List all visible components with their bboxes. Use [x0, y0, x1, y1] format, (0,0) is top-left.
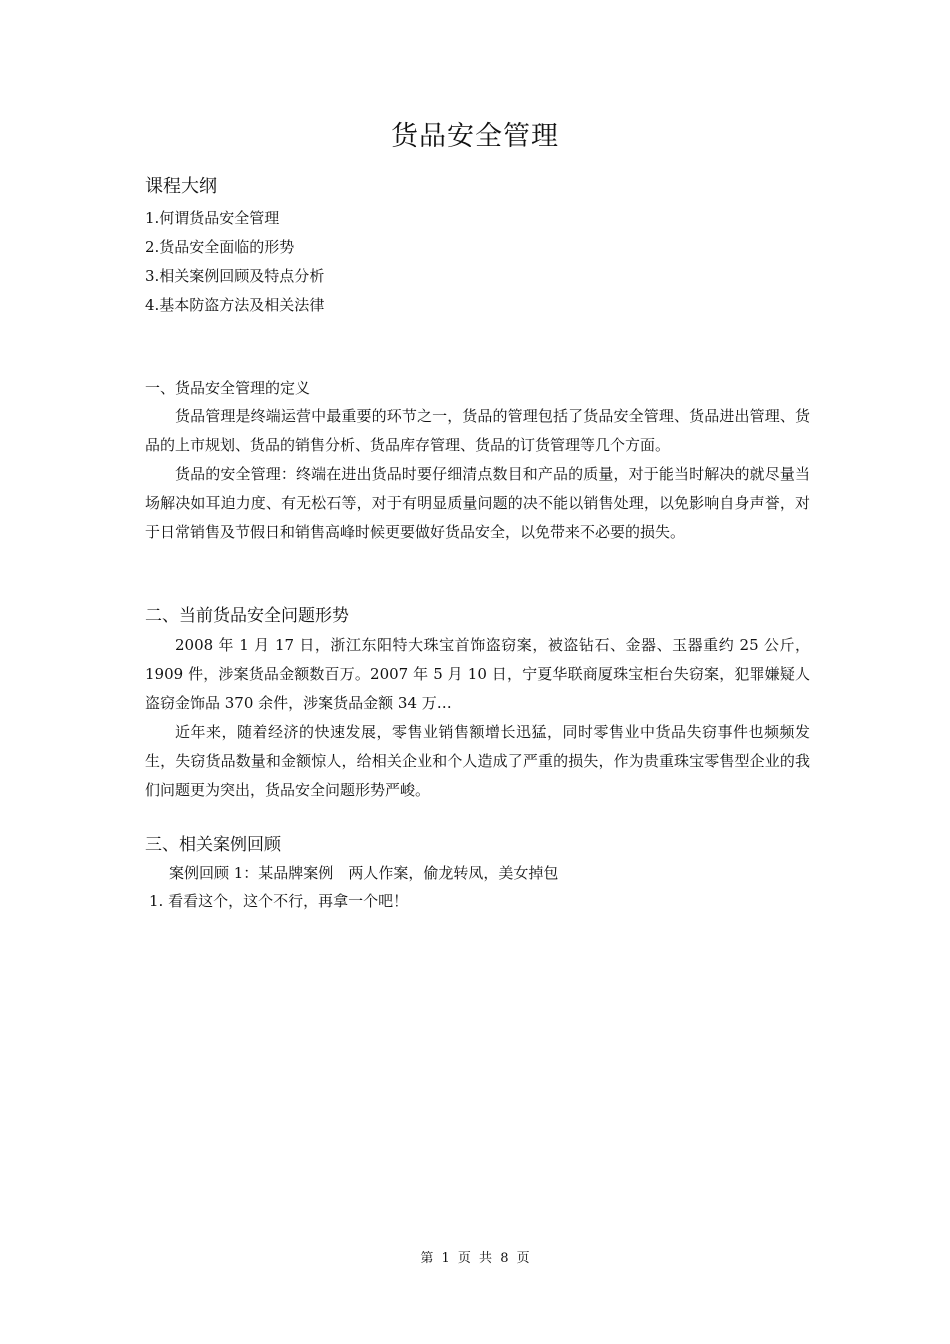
section1-heading: 一、货品安全管理的定义: [145, 379, 311, 397]
section-cases: [145, 830, 810, 915]
section-situation: [145, 601, 810, 805]
section-definition: [145, 374, 810, 547]
outline-heading: 课程大纲: [145, 176, 217, 197]
outline-item: 4.基本防盗方法及相关法律: [145, 296, 325, 314]
section2-paragraph: 2008 年 1 月 17 日，浙江东阳特大珠宝首饰盗窃案，被盗钻石、金器、玉器重约 25 公斤，1909 件，涉案货品金额数百万。2007 年 5 月 10 日，宁夏华联商厦珠宝柜台失窃案，犯罪嫌疑人盗窃金饰品 370 余件，涉案货品金额 34 万…: [145, 636, 810, 712]
section3-heading: 三、相关案例回顾: [145, 835, 281, 855]
document-title: 货品安全管理: [391, 121, 559, 152]
section2-paragraph: 近年来，随着经济的快速发展，零售业销售额增长迅猛，同时零售业中货品失窃事件也频频发生，失窃货品数量和金额惊人，给相关企业和个人造成了严重的损失，作为贵重珠宝零售型企业的我们问题更为突出，货品安全问题形势严峻。: [145, 723, 810, 799]
case-dialog-line: 1. 看看这个，这个不行，再拿一个吧！: [149, 892, 409, 910]
outline-item: 2.货品安全面临的形势: [145, 238, 295, 256]
outline-item: 1.何谓货品安全管理: [145, 209, 280, 227]
course-outline: [145, 172, 810, 320]
page-footer: 第 1 页 共 8 页: [420, 1251, 530, 1266]
outline-item: 3.相关案例回顾及特点分析: [145, 267, 325, 285]
outline-list: [145, 204, 810, 320]
case-title: 案例回顾 1：某品牌案例 两人作案，偷龙转凤，美女掉包: [169, 864, 559, 882]
section1-paragraph: 货品管理是终端运营中最重要的环节之一，货品的管理包括了货品安全管理、货品进出管理、货品的上市规划、货品的销售分析、货品库存管理、货品的订货管理等几个方面。: [145, 407, 810, 454]
section2-heading: 二、当前货品安全问题形势: [145, 606, 349, 626]
section1-paragraph: 货品的安全管理：终端在进出货品时要仔细清点数目和产品的质量，对于能当时解决的就尽量当场解决如耳迫力度、有无松石等，对于有明显质量问题的决不能以销售处理，以免影响自身声誉，对于日常销售及节假日和销售高峰时候更要做好货品安全，以免带来不必要的损失。: [145, 465, 810, 541]
